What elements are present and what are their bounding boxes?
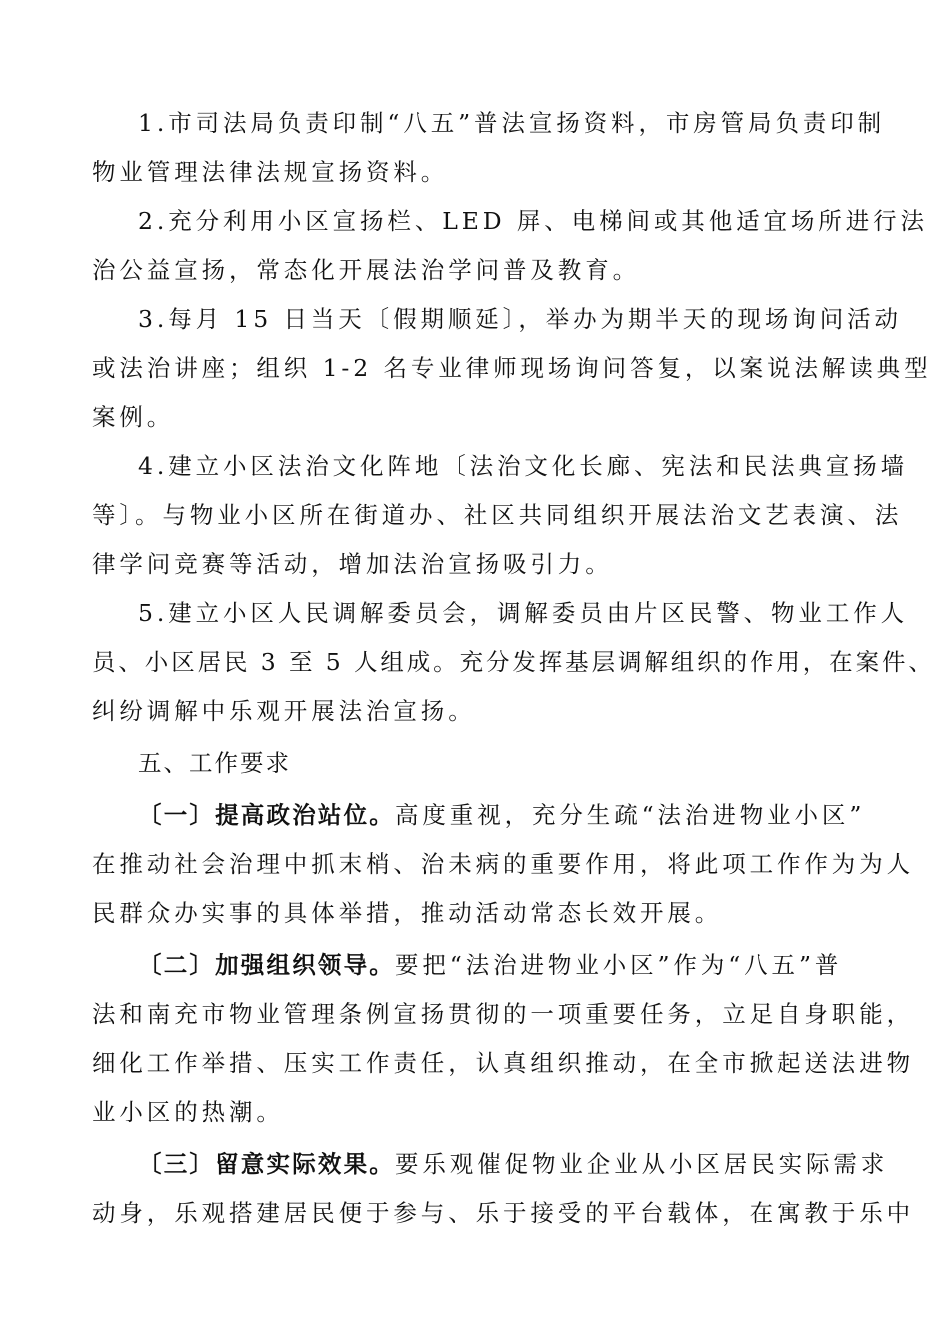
requirement-1-line-1 <box>138 800 865 830</box>
item-5-line-1: 5.建立小区人民调解委员会，调解委员由片区民警、物业工作人 <box>138 599 909 627</box>
requirement-3-title: 〔三〕留意实际效果。 <box>138 1150 395 1178</box>
requirement-2-text: 要把“法治进物业小区”作为“八五”普 <box>395 951 843 979</box>
item-3-line-3: 案例。 <box>92 403 175 431</box>
item-2-line-2: 治公益宣扬，常态化开展法治学问普及教育。 <box>92 256 640 284</box>
requirement-1-line-3: 民群众办实事的具体举措，推动活动常态长效开展。 <box>92 899 723 927</box>
item-5-line-2: 员、小区居民 3 至 5 人组成。充分发挥基层调解组织的作用，在案件、 <box>92 648 935 676</box>
requirement-2-line-3: 细化工作举措、压实工作责任，认真组织推动，在全市掀起送法进物 <box>92 1049 914 1077</box>
requirement-2-line-1 <box>138 950 842 980</box>
requirement-1-text: 高度重视，充分生疏“法治进物业小区” <box>395 801 866 829</box>
item-3-line-1: 3.每月 15 日当天〔假期顺延〕，举办为期半天的现场询问活动 <box>138 305 902 333</box>
item-4-line-3: 律学问竞赛等活动，增加法治宣扬吸引力。 <box>92 550 613 578</box>
requirement-3-text: 要乐观催促物业企业从小区居民实际需求 <box>395 1150 889 1178</box>
requirement-3-line-1 <box>138 1149 888 1179</box>
item-3-line-2: 或法治讲座；组织 1-2 名专业律师现场询问答复，以案说法解读典型 <box>92 354 932 382</box>
item-1-line-2: 物业管理法律法规宣扬资料。 <box>92 158 449 186</box>
requirement-1-line-2: 在推动社会治理中抓末梢、治未病的重要作用，将此项工作作为为人 <box>92 850 914 878</box>
item-2-line-1: 2.充分利用小区宣扬栏、LED 屏、电梯间或其他适宜场所进行法 <box>138 207 928 235</box>
section-heading: 五、工作要求 <box>138 749 291 777</box>
requirement-2-title: 〔二〕加强组织领导。 <box>138 951 395 979</box>
item-1-line-1: 1.市司法局负责印制“八五”普法宣扬资料，市房管局负责印制 <box>138 109 886 137</box>
item-4-line-2: 等〕。与物业小区所在街道办、社区共同组织开展法治文艺表演、法 <box>92 501 903 529</box>
requirement-3-line-2: 动身，乐观搭建居民便于参与、乐于接受的平台载体，在寓教于乐中 <box>92 1199 914 1227</box>
requirement-2-line-4: 业小区的热潮。 <box>92 1098 284 1126</box>
item-4-line-1: 4.建立小区法治文化阵地〔法治文化长廊、宪法和民法典宣扬墙 <box>138 452 909 480</box>
item-5-line-3: 纠纷调解中乐观开展法治宣扬。 <box>92 697 476 725</box>
requirement-1-title: 〔一〕提高政治站位。 <box>138 801 395 829</box>
requirement-2-line-2: 法和南充市物业管理条例宣扬贯彻的一项重要任务，立足自身职能， <box>92 1000 914 1028</box>
